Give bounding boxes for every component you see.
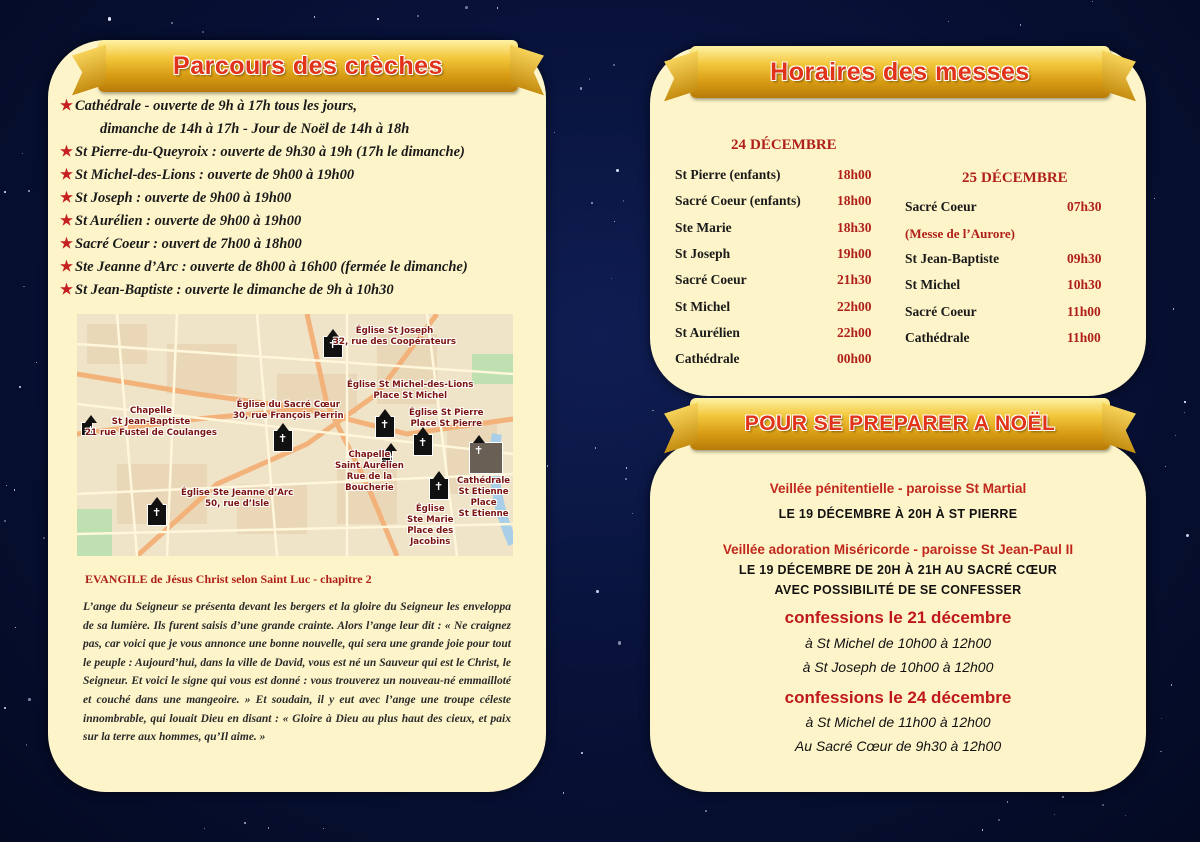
church-icon: [273, 430, 293, 452]
dec24-header: [731, 136, 837, 154]
confessions-21-title: confessions le 21 décembre: [784, 608, 1012, 627]
dec25-church-name: St Michel: [905, 277, 961, 292]
dec25-month: DÉCEMBRE: [981, 170, 1068, 186]
star-icon: ★: [60, 259, 73, 275]
dec25-time: 07h30: [1067, 199, 1102, 214]
dec24-time: 21h30: [837, 272, 872, 288]
map-label-st-joseph: Église St Joseph 32, rue des Coopérateurs: [333, 326, 457, 347]
dec25-day: 25: [962, 170, 977, 186]
dec24-time: 19h00: [837, 245, 872, 261]
creche-item-text: Sacré Coeur : ouvert de 7h00 à 18h00: [75, 236, 302, 252]
star-icon: ★: [60, 282, 73, 298]
gospel-text: L’ange du Seigneur se présenta devant les bergers et la gloire du Seigneur les enveloppa de sa lumière. Ils furent saisis d’une grande crainte. Alors l’ange leur dit : « Ne craignez pas, car voici que je vous annonce une bonne nouvelle, qui sera une grande joie pour tout le peuple : Aujourd’hui, dans la ville de David, vous est né un Sauveur qui est le Christ, le Seigneur. Et voici le signe qui vous est donné : vous trouverez un nouveau-né emmailloté et couché dans une mangeoire. » Et soudain, il y eut avec l’ange une troupe céleste innombrable, qui louait Dieu en disant : « Gloire à Dieu au plus haut des cieux, et paix sur la terre aux hommes, qu’Il aime. »: [83, 601, 511, 744]
creche-item: [60, 279, 540, 302]
dec25-time: 10h30: [1067, 277, 1102, 292]
dec24-row: [675, 351, 872, 367]
vigil1-detail: LE 19 DÉCEMBRE À 20H À ST PIERRE: [778, 507, 1018, 521]
dec25-time: 11h00: [1067, 304, 1101, 319]
dec25-note: (Messe de l’Aurore): [905, 226, 1015, 241]
creche-item: [60, 187, 540, 210]
dec25-row: [905, 199, 1102, 215]
creche-item: [60, 141, 540, 164]
star-icon: ★: [60, 144, 73, 160]
map-label-sacre-coeur: Église du Sacré Cœur 30, rue François Perrin: [233, 400, 344, 421]
creche-item-text: St Joseph : ouverte de 9h00 à 19h00: [75, 190, 292, 206]
confessions-21-line: à St Joseph de 10h00 à 12h00: [802, 659, 994, 675]
map-label-st-michel: Église St Michel-des-Lions Place St Michel: [347, 380, 474, 401]
dec24-row: [675, 324, 872, 341]
creche-list: [60, 95, 540, 302]
creche-item-text: St Michel-des-Lions : ouverte de 9h00 à 19h00: [75, 167, 355, 183]
dec24-church-name: St Joseph: [675, 245, 731, 261]
vigil2-title: Veillée adoration Miséricorde - paroisse St Jean-Paul II: [722, 542, 1074, 557]
map-label-st-aurelien: Chapelle Saint Aurélien Rue de la Boucherie: [335, 450, 404, 493]
dec24-church-name: Sacré Coeur: [675, 272, 747, 288]
vigil2-detail: LE 19 DÉCEMBRE DE 20H À 21H AU SACRÉ CŒUR: [738, 563, 1058, 577]
map-label-st-pierre: Église St Pierre Place St Pierre: [409, 408, 484, 429]
dec24-time: 18h00: [837, 193, 872, 209]
church-icon: [413, 434, 433, 456]
dec24-day: 24: [731, 137, 746, 153]
star-icon: ★: [60, 98, 73, 114]
dec25-church-name: Cathédrale: [905, 330, 970, 345]
vigil1-title: Veillée pénitentielle - paroisse St Martial: [769, 481, 1027, 496]
dec24-row: [675, 219, 872, 236]
creche-item-text: St Aurélien : ouverte de 9h00 à 19h00: [75, 213, 302, 229]
creche-item: [60, 95, 540, 141]
dec24-church-name: Ste Marie: [675, 219, 732, 235]
dec24-church-name: Sacré Coeur (enfants): [675, 193, 801, 209]
map-label-ste-marie: Église Ste Marie Place des Jacobins: [407, 504, 454, 547]
star-icon: ★: [60, 167, 73, 183]
cathedral-icon: [469, 442, 503, 474]
dec24-church-name: Cathédrale: [675, 351, 740, 367]
dec24-time: 00h00: [837, 351, 872, 367]
map-label-cathedrale: Cathédrale St Etienne Place St Etienne: [457, 476, 511, 519]
dec24-month: DÉCEMBRE: [750, 137, 837, 153]
map-label-ste-jeanne: Église Ste Jeanne d’Arc 50, rue d’Isle: [181, 488, 294, 509]
dec24-church-name: St Michel: [675, 298, 731, 314]
gospel-title: EVANGILE de Jésus Christ selon Saint Luc - chapitre 2: [85, 572, 372, 586]
dec25-church-name: Sacré Coeur: [905, 304, 977, 319]
creches-banner-title: Parcours des crèches: [173, 51, 443, 80]
star-icon: ★: [60, 190, 73, 206]
dec25-row: [905, 304, 1101, 320]
church-icon: [429, 478, 449, 500]
confessions-24-line: Au Sacré Cœur de 9h30 à 12h00: [794, 738, 1002, 754]
creche-item: [60, 233, 540, 256]
dec24-time: 18h30: [837, 219, 872, 235]
creche-item: [60, 164, 540, 187]
church-icon: [375, 416, 395, 438]
dec24-row: [675, 298, 872, 315]
dec24-time: 22h00: [837, 298, 872, 314]
creche-item-text: St Pierre-du-Queyroix : ouverte de 9h30 à 19h (17h le dimanche): [75, 144, 465, 160]
dec24-church-name: St Aurélien: [675, 324, 740, 340]
creches-banner: [98, 40, 518, 92]
masses-banner: [690, 46, 1110, 98]
prepare-banner: [690, 398, 1110, 450]
dec24-row: [675, 193, 872, 209]
confessions-24-line: à St Michel de 11h00 à 12h00: [805, 714, 991, 730]
creche-item-extra: dimanche de 14h à 17h - Jour de Noël de 14h à 18h: [100, 121, 410, 137]
city-map: [77, 314, 513, 556]
map-label-jean-baptiste: Chapelle St Jean-Baptiste 21 rue Fustel de Coulanges: [85, 406, 217, 438]
dec25-church-name: Sacré Coeur: [905, 199, 977, 214]
dec25-time: 09h30: [1067, 251, 1102, 266]
dec25-row: [905, 330, 1101, 346]
creche-item-text: Cathédrale - ouverte de 9h à 17h tous les jours,: [75, 98, 357, 114]
confessions-24-title: confessions le 24 décembre: [784, 688, 1012, 707]
creche-item: [60, 210, 540, 233]
creche-item-text: Ste Jeanne d’Arc : ouverte de 8h00 à 16h00 (fermée le dimanche): [75, 259, 468, 275]
dec24-church-name: St Pierre (enfants): [675, 167, 781, 182]
dec25-church-name: St Jean-Baptiste: [905, 251, 1000, 266]
dec24-row: [675, 167, 872, 183]
dec25-row: [905, 277, 1102, 293]
masses-banner-title: Horaires des messes: [770, 57, 1030, 86]
star-icon: ★: [60, 236, 73, 252]
dec24-time: 22h00: [837, 324, 872, 340]
dec24-row: [675, 272, 872, 288]
star-icon: ★: [60, 213, 73, 229]
vigil2-detail2: AVEC POSSIBILITÉ DE SE CONFESSER: [774, 583, 1022, 597]
dec24-time: 18h00: [837, 167, 872, 182]
prepare-banner-title: POUR SE PREPARER A NOËL: [744, 412, 1056, 435]
dec25-header: [962, 169, 1068, 187]
dec24-row: [675, 245, 872, 262]
church-icon: [147, 504, 167, 526]
dec25-time: 11h00: [1067, 330, 1101, 345]
confessions-21-line: à St Michel de 10h00 à 12h00: [804, 635, 992, 651]
dec25-row: [905, 251, 1102, 267]
creche-item: [60, 256, 540, 279]
creche-item-text: St Jean-Baptiste : ouverte le dimanche de 9h à 10h30: [75, 282, 394, 298]
